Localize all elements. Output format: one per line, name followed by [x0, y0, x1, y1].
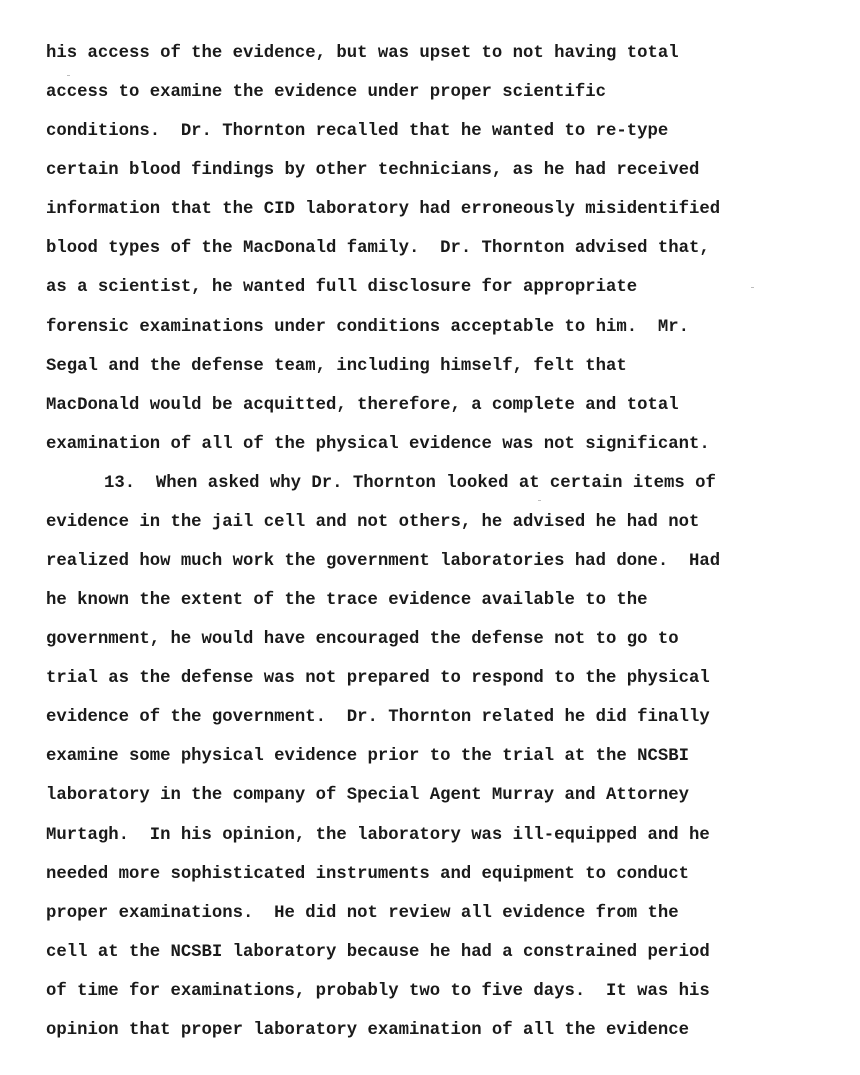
text-line: examine some physical evidence prior to the trial at the NCSBI — [46, 747, 689, 767]
body-text — [46, 34, 846, 1050]
text-line: blood types of the MacDonald family. Dr. Thornton advised that, — [46, 239, 710, 259]
text-line: trial as the defense was not prepared to respond to the physical — [46, 669, 710, 689]
text-line: laboratory in the company of Special Agent Murray and Attorney — [46, 786, 689, 806]
text-line: of time for examinations, probably two to five days. It was his — [46, 981, 710, 1001]
text-line: Murtagh. In his opinion, the laboratory was ill-equipped and he — [46, 825, 710, 845]
text-line: government, he would have encouraged the defense not to go to — [46, 630, 679, 650]
text-line: opinion that proper laboratory examination of all the evidence — [46, 1020, 689, 1040]
text-line: his access of the evidence, but was upset to not having total — [46, 44, 679, 63]
text-line: evidence in the jail cell and not others, he advised he had not — [46, 512, 700, 532]
text-line: as a scientist, he wanted full disclosure for appropriate — [46, 278, 638, 298]
text-line: information that the CID laboratory had erroneously misidentified — [46, 200, 721, 220]
text-line: access to examine the evidence under proper scientific — [46, 83, 607, 103]
text-line: conditions. Dr. Thornton recalled that he wanted to re-type — [46, 122, 669, 142]
scan-speck — [538, 500, 541, 501]
text-line: cell at the NCSBI laboratory because he had a constrained period — [46, 942, 710, 962]
text-line: MacDonald would be acquitted, therefore, a complete and total — [46, 395, 679, 415]
text-line: needed more sophisticated instruments and equipment to conduct — [46, 864, 689, 884]
text-line: realized how much work the government laboratories had done. Had — [46, 552, 721, 572]
text-line: certain blood findings by other technicians, as he had received — [46, 161, 700, 181]
scan-speck — [751, 287, 754, 288]
text-line: Segal and the defense team, including himself, felt that — [46, 356, 627, 376]
text-line: examination of all of the physical evidence was not significant. — [46, 434, 710, 454]
text-line: evidence of the government. Dr. Thornton related he did finally — [46, 708, 710, 728]
text-line: proper examinations. He did not review all evidence from the — [46, 903, 679, 923]
text-line: forensic examinations under conditions acceptable to him. Mr. — [46, 317, 689, 337]
paragraph-13-first-line: 13. When asked why Dr. Thornton looked at certain items of — [104, 473, 716, 493]
scan-speck — [67, 75, 70, 76]
text-line: he known the extent of the trace evidence available to the — [46, 591, 648, 611]
